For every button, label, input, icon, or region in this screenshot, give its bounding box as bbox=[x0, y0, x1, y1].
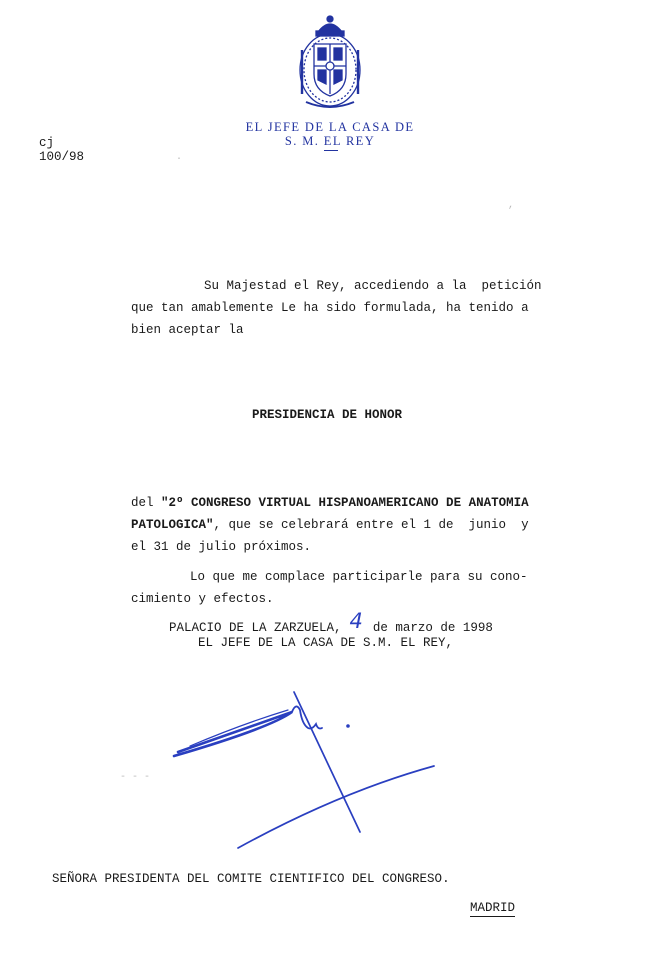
body-line: que tan amablemente Le ha sido formulada, ha tenido a bbox=[131, 301, 529, 315]
body-line bbox=[131, 496, 529, 510]
body-line: Su Majestad el Rey, accediendo a la petición bbox=[204, 279, 542, 293]
body-line bbox=[131, 518, 529, 532]
recipient-city: MADRID bbox=[470, 901, 516, 915]
congress-name: "2º CONGRESO VIRTUAL HISPANOAMERICANO DE ANATOMIA bbox=[161, 496, 529, 510]
dateline-rest: de marzo de 1998 bbox=[372, 621, 493, 635]
honor-title: PRESIDENCIA DE HONOR bbox=[252, 408, 403, 422]
dateline bbox=[169, 609, 493, 636]
body-text: del bbox=[131, 496, 162, 510]
handwritten-signature bbox=[150, 680, 470, 880]
scan-speck: . bbox=[176, 152, 183, 163]
body-line: el 31 de julio próximos. bbox=[131, 540, 312, 554]
congress-name-cont: PATOLOGICA" bbox=[131, 518, 214, 532]
royal-coat-of-arms-icon bbox=[296, 14, 364, 114]
dateline-place: PALACIO DE LA ZARZUELA, bbox=[169, 621, 342, 635]
scan-speck: - - - bbox=[120, 772, 151, 783]
reference-initials: cj bbox=[39, 136, 55, 150]
body-line: cimiento y efectos. bbox=[131, 592, 274, 606]
signatory: EL JEFE DE LA CASA DE S.M. EL REY, bbox=[198, 636, 454, 650]
body-line: bien aceptar la bbox=[131, 323, 244, 337]
letterhead-rule bbox=[324, 150, 338, 151]
body-text: , que se celebrará entre el 1 de junio y bbox=[213, 518, 529, 532]
letterhead-title: EL JEFE DE LA CASA DE bbox=[245, 120, 415, 134]
letterhead-subtitle: S. M. EL REY bbox=[284, 134, 376, 148]
scan-speck: , bbox=[508, 200, 515, 211]
reference-number: 100/98 bbox=[39, 150, 85, 164]
recipient-line: SEÑORA PRESIDENTA DEL COMITE CIENTIFICO DEL CONGRESO. bbox=[52, 872, 450, 886]
body-line: Lo que me complace participarle para su cono- bbox=[190, 570, 528, 584]
handwritten-day: 4 bbox=[349, 609, 363, 633]
